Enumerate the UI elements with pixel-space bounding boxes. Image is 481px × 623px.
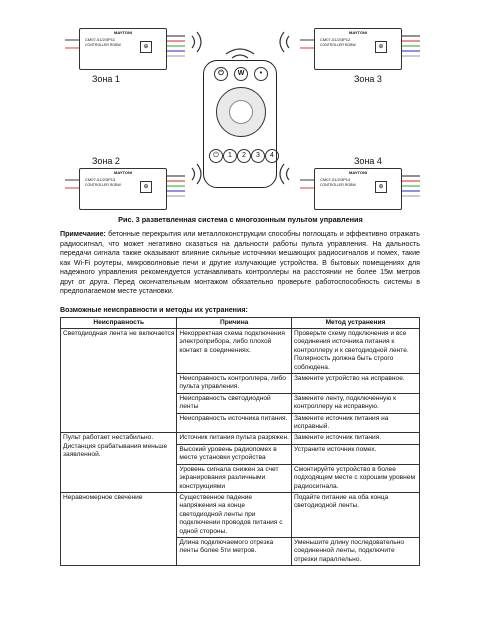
cause-cell: Неисправность контроллера, либо пульта управления. xyxy=(177,374,292,394)
fix-cell: Замените источник питания. xyxy=(291,433,419,444)
system-diagram xyxy=(0,0,481,212)
controller-model: CM07-01/2/3P14 xyxy=(320,177,351,182)
antenna-icon: ⊕ xyxy=(140,181,152,193)
fix-cell: Проверьте схему подключения и все соединения источника питания к контроллеру и к светодиодной ленте. Полярность должна быть строго соблюдена. xyxy=(291,329,419,374)
table-row xyxy=(61,329,420,374)
controller-model: CM07-01/2/3P13 xyxy=(85,177,116,182)
remote-control xyxy=(203,60,277,188)
fix-cell: Замените устройство на исправное. xyxy=(291,374,419,394)
controller-name: CONTROLLER RGBW xyxy=(85,183,121,187)
note-text: бетонные перекрытия или металлоконструкции способны поглощать и эффективно отражать радиосигнал, что может негативно сказаться на дальности работы пульта управления. На дальность передачи сигнала также оказывают влияние сильные источники мешающих радиосигналов и помех, такие как Wi-Fi роутеры, микроволновые печи и другие излучающие устройства. В бытовых помещениях для надежного управления рекомендуется устанавливать контроллеры на расстоянии не более 15м метров друг от друга. Перед окончательным монтажом обязательно проверьте работоспособность системы в предполагаемом месте установки. xyxy=(60,230,420,296)
color-wheel xyxy=(216,87,266,137)
controller-name: CONTROLLER RGBW xyxy=(320,43,356,47)
header-fault: Неисправность xyxy=(61,318,177,329)
cause-cell: Неисправность светодиодной ленты xyxy=(177,393,292,413)
header-cause: Причина xyxy=(177,318,292,329)
wheel-center xyxy=(229,100,253,124)
table-row xyxy=(61,433,420,444)
fix-cell: Замените ленту, подключенную к контроллеру на исправную. xyxy=(291,393,419,413)
cause-cell: Уровень сигнала снижен за счет экранирования различными конструкциями xyxy=(177,464,292,492)
cause-cell: Длина подключаемого отрезка ленты более 5ти метров. xyxy=(177,537,292,565)
fix-cell: Уменьшите длину последовательно соединенной ленты, подключите отрезки параллельно. xyxy=(291,537,419,565)
faults-table xyxy=(60,317,420,566)
remote-w-button: W xyxy=(234,67,248,81)
zone-label-1: Зона 1 xyxy=(92,74,120,84)
remote-extra-button: • xyxy=(254,67,268,81)
controller-brand: MAYTONI xyxy=(113,30,132,35)
note-paragraph xyxy=(60,230,420,297)
fault-cell: Неравномерное свечение xyxy=(61,492,177,565)
cause-cell: Источник питания пульта разряжен. xyxy=(177,433,292,444)
zone-label-3: Зона 3 xyxy=(354,74,382,84)
controller-name: CONTROLLER RGBW xyxy=(85,43,121,47)
remote-zone-button-2: 2 xyxy=(237,149,251,163)
antenna-icon: ⊕ xyxy=(375,41,387,53)
header-fix: Метод устранения xyxy=(291,318,419,329)
cause-cell: Высокий уровень радиопомех в месте установки устройства xyxy=(177,444,292,464)
controller-brand: MAYTONI xyxy=(113,170,132,175)
fix-cell: Подайте питание на оба конца светодиодной ленты. xyxy=(291,492,419,537)
remote-zone-all-button: ⏻ xyxy=(209,149,223,163)
remote-zone-button-4: 4 xyxy=(265,149,279,163)
fault-cell: Пульт работает нестабильно. Дистанция срабатывания меньше заявленной. xyxy=(61,433,177,492)
controller-model: CM07-01/2/3P12 xyxy=(320,37,351,42)
zone-label-4: Зона 4 xyxy=(354,156,382,166)
fix-cell: Замените источник питания на исправный. xyxy=(291,413,419,433)
power-icon: ⏻ xyxy=(214,67,228,81)
remote-zone-button-1: 1 xyxy=(223,149,237,163)
table-header-row xyxy=(61,318,420,329)
antenna-icon: ⊕ xyxy=(375,181,387,193)
antenna-icon: ⊕ xyxy=(140,41,152,53)
zone-label-2: Зона 2 xyxy=(92,156,120,166)
fix-cell: Устраните источник помех. xyxy=(291,444,419,464)
cause-cell: Неисправность источника питания. xyxy=(177,413,292,433)
controller-brand: MAYTONI xyxy=(348,170,367,175)
table-title: Возможные неисправности и методы их устранения: xyxy=(60,306,248,314)
cause-cell: Некорректная схема подключения электроприбора, либо плохой контакт в соединениях. xyxy=(177,329,292,374)
cause-cell: Существенное падение напряжения на конце светодиодной ленты при подключении проводов питания с одной стороны. xyxy=(177,492,292,537)
table-row xyxy=(61,492,420,537)
controller-name: CONTROLLER RGBW xyxy=(320,183,356,187)
note-label: Примечание: xyxy=(60,230,106,238)
fault-cell: Светодиодная лента не включается xyxy=(61,329,177,433)
controller-model: CM07-01/2/3P11 xyxy=(85,37,115,42)
figure-caption: Рис. 3 разветвленная система с многозонным пультом управления xyxy=(118,215,363,224)
fix-cell: Смонтируйте устройство в более подходящем месте с хорошим уровнем радиосигнала. xyxy=(291,464,419,492)
controller-brand: MAYTONI xyxy=(348,30,367,35)
remote-zone-button-3: 3 xyxy=(251,149,265,163)
